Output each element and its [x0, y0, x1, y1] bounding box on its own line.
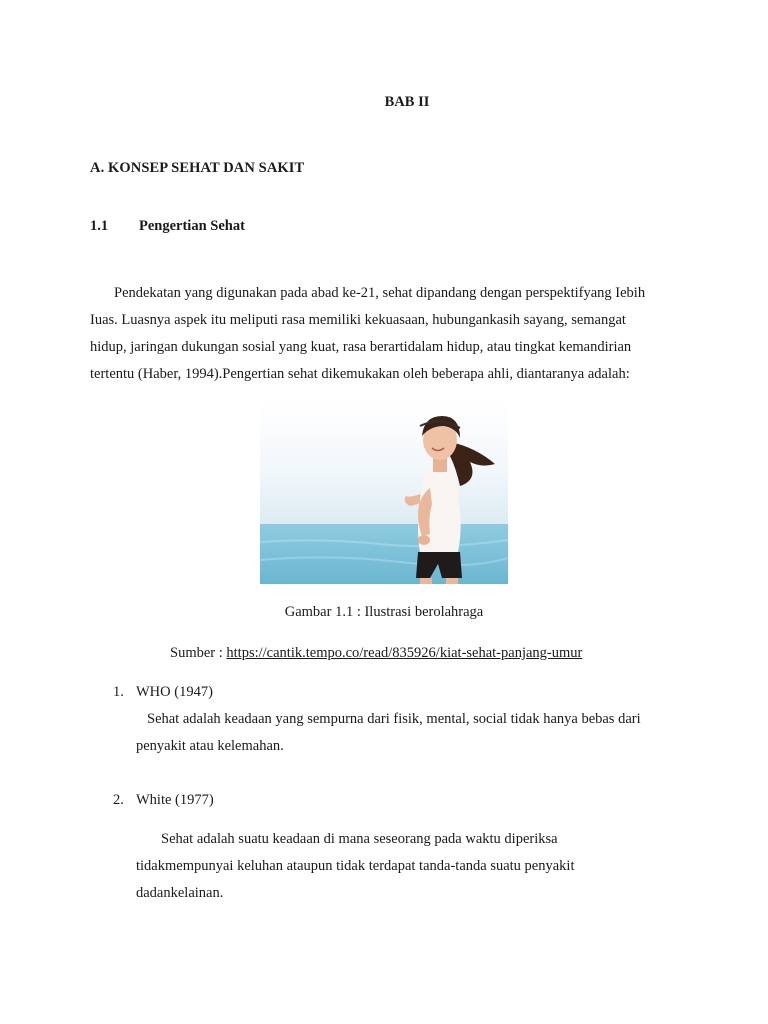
definition-line: dadankelainan. [136, 885, 224, 901]
intro-line: Iuas. Luasnya aspek itu meliputi rasa memiliki kekuasaan, hubungankasih sayang, semangat [90, 312, 626, 328]
definition-line: Sehat adalah keadaan yang sempurna dari fisik, mental, social tidak hanya bebas dari [147, 711, 641, 727]
subsection-title: Pengertian Sehat [139, 218, 245, 234]
definition-author: White (1977) [136, 792, 214, 808]
figure-source [170, 645, 582, 662]
section-heading: A. KONSEP SEHAT DAN SAKIT [90, 160, 305, 176]
source-label: Sumber : [170, 645, 227, 661]
source-link[interactable]: https://cantik.tempo.co/read/835926/kiat-sehat-panjang-umur [226, 645, 583, 661]
subsection-number: 1.1 [90, 218, 109, 234]
chapter-title: BAB II [384, 94, 430, 110]
intro-line: Pendekatan yang digunakan pada abad ke-21, sehat dipandang dengan perspektifyang Iebih [114, 285, 646, 301]
definition-line: Sehat adalah suatu keadaan di mana seseorang pada waktu diperiksa [161, 831, 558, 847]
definition-line: penyakit atau kelemahan. [136, 738, 284, 754]
list-number: 1. [113, 684, 124, 700]
intro-line: tertentu (Haber, 1994).Pengertian sehat dikemukakan oleh beberapa ahli, diantaranya adalah: [90, 366, 630, 382]
definition-line: tidakmempunyai keluhan ataupun tidak terdapat tanda-tanda suatu penyakit [136, 858, 575, 874]
running-woman-photo [260, 402, 508, 584]
figure-caption: Gambar 1.1 : Ilustrasi berolahraga [284, 604, 484, 620]
intro-line: hidup, jaringan dukungan sosial yang kuat, rasa berartidalam hidup, atau tingkat kemandirian [90, 339, 632, 355]
list-number: 2. [113, 792, 124, 808]
definition-author: WHO (1947) [136, 684, 213, 700]
